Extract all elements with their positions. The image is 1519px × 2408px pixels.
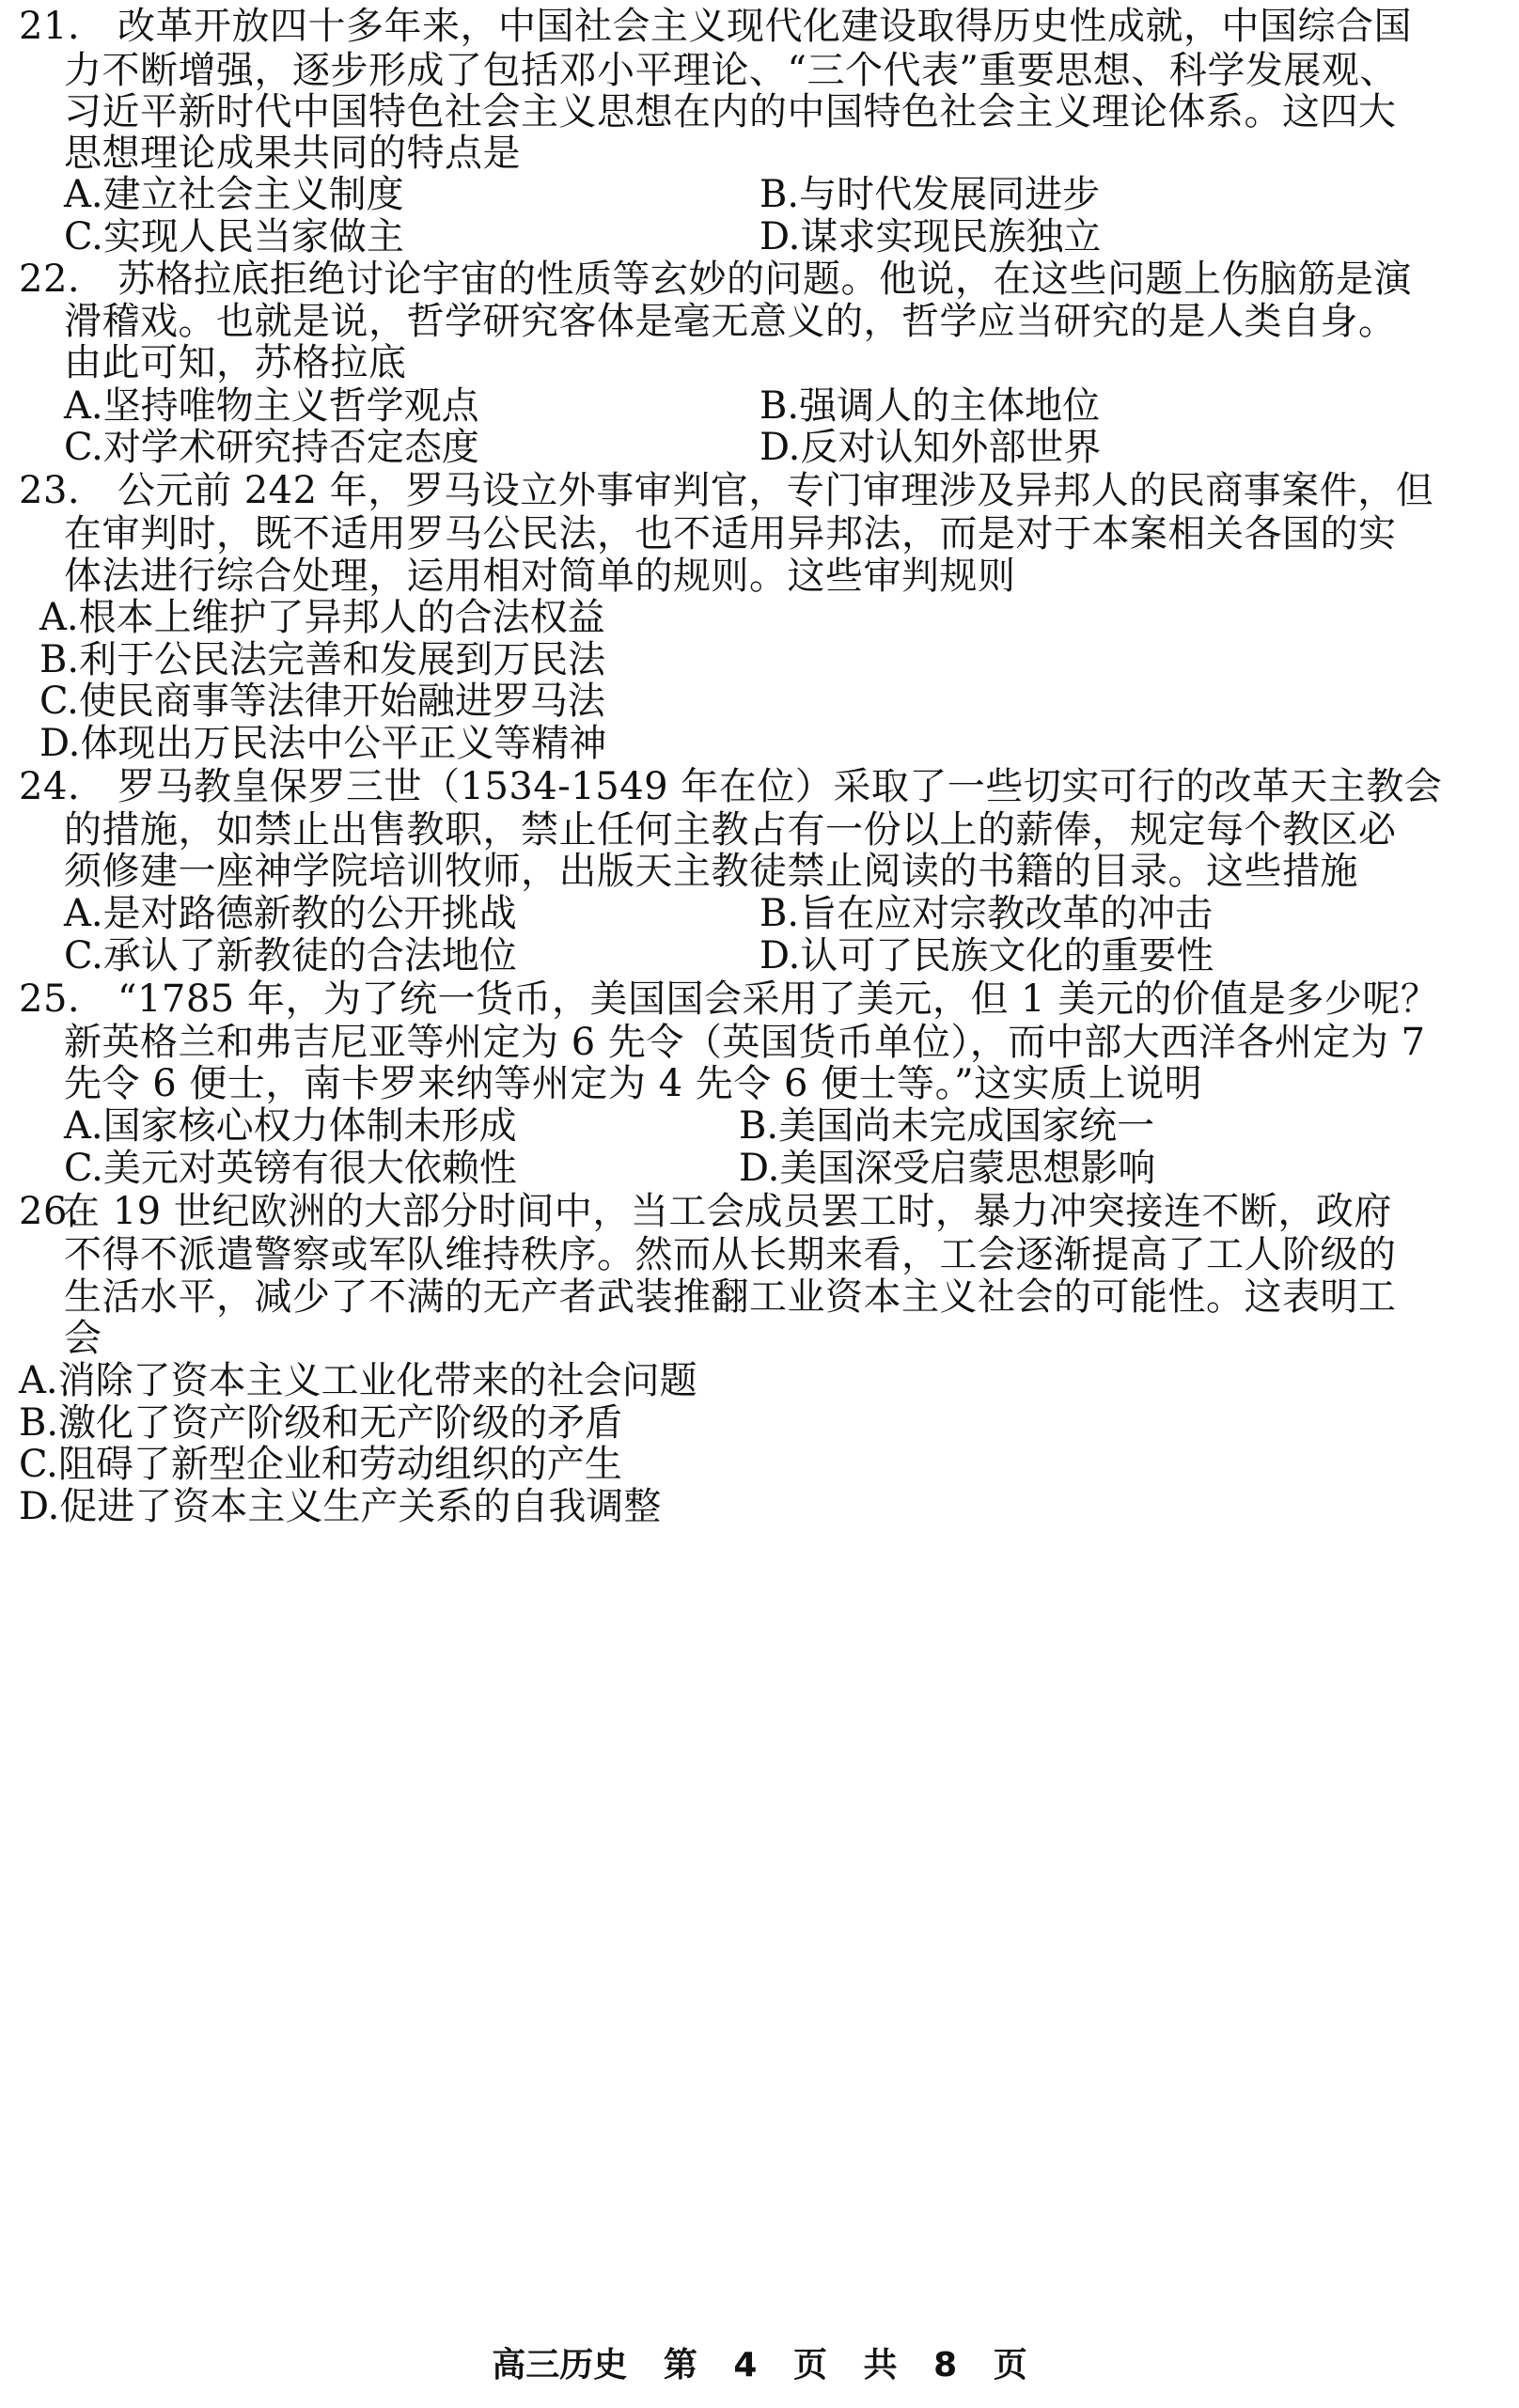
option-d: D.体现出万民法中公平正义等精神 xyxy=(39,722,607,765)
footer-total-label: 共 xyxy=(863,2346,898,2385)
footer-page-number: 4 xyxy=(733,2346,758,2385)
question-number: 24. xyxy=(19,765,81,808)
question-line: 在审判时，既不适用罗马公民法，也不适用异邦法，而是对于本案相关各国的实 xyxy=(64,512,1397,555)
option-b: B.利于公民法完善和发展到万民法 xyxy=(39,638,606,681)
question-line: 须修建一座神学院培训牧师，出版天主教徒禁止阅读的书籍的目录。这些措施 xyxy=(64,850,1358,893)
question-number: 25. xyxy=(19,977,81,1021)
option-c: C.对学术研究持否定态度 xyxy=(64,426,479,469)
footer-page-unit: 页 xyxy=(792,2346,827,2385)
page-footer xyxy=(0,2338,1519,2386)
option-d: D.促进了资本主义生产关系的自我调整 xyxy=(19,1485,662,1528)
option-a: A.国家核心权力体制未形成 xyxy=(64,1104,517,1148)
option-b: B.美国尚未完成国家统一 xyxy=(739,1104,1155,1148)
question-line: 不得不派遣警察或军队维持秩序。然而从长期来看，工会逐渐提高了工人阶级的 xyxy=(64,1233,1397,1276)
option-b: B.与时代发展同进步 xyxy=(760,173,1101,216)
footer-subject: 高三历史 xyxy=(492,2346,628,2385)
question-line: 22. 苏格拉底拒绝讨论宇宙的性质等玄妙的问题。他说，在这些问题上伤脑筋是演 xyxy=(19,255,1412,304)
option-d: D.认可了民族文化的重要性 xyxy=(760,934,1214,977)
option-a: A.消除了资本主义工业化带来的社会问题 xyxy=(19,1359,697,1402)
question-line: 习近平新时代中国特色社会主义思想在内的中国特色社会主义理论体系。这四大 xyxy=(64,90,1397,133)
question-line: 26.在 19 世纪欧洲的大部分时间中，当工会成员罢工时，暴力冲突接连不断，政府 xyxy=(19,1187,1392,1236)
question-line: 21. 改革开放四十多年来，中国社会主义现代化建设取得历史性成就，中国综合国 xyxy=(19,2,1412,51)
option-b: B.旨在应对宗教改革的冲击 xyxy=(760,892,1214,935)
option-d: D.反对认知外部世界 xyxy=(760,426,1102,469)
question-line: 23. 公元前 242 年，罗马设立外事审判官，专门审理涉及异邦人的民商事案件，但 xyxy=(19,466,1433,515)
option-b: B.强调人的主体地位 xyxy=(760,384,1101,428)
option-a: A.根本上维护了异邦人的合法权益 xyxy=(39,596,605,639)
question-line: 思想理论成果共同的特点是 xyxy=(64,132,521,175)
question-line: 新英格兰和弗吉尼亚等州定为 6 先令（英国货币单位），而中部大西洋各州定为 7 xyxy=(64,1021,1426,1064)
option-c: C.实现人民当家做主 xyxy=(64,215,404,258)
question-line: 24. 罗马教皇保罗三世（1534-1549 年在位）采取了一些切实可行的改革天主教会 xyxy=(19,762,1442,811)
question-line: 的措施，如禁止出售教职，禁止任何主教占有一份以上的薪俸，规定每个教区必 xyxy=(64,808,1397,852)
option-d: D.谋求实现民族独立 xyxy=(760,215,1102,258)
question-number: 22. xyxy=(19,258,81,301)
question-number: 21. xyxy=(19,5,81,48)
question-line: 先令 6 便士，南卡罗来纳等州定为 4 先令 6 便士等。”这实质上说明 xyxy=(64,1062,1203,1105)
option-c: C.承认了新教徒的合法地位 xyxy=(64,934,517,977)
question-line: 由此可知，苏格拉底 xyxy=(64,341,407,384)
footer-total-unit: 页 xyxy=(993,2346,1027,2385)
footer-total-number: 8 xyxy=(933,2346,958,2385)
option-c: C.使民商事等法律开始融进罗马法 xyxy=(39,680,605,723)
question-line: 25. “1785 年，为了统一货币，美国国会采用了美元，但 1 美元的价值是多少呢？ xyxy=(19,975,1438,1024)
question-line: 力不断增强，逐步形成了包括邓小平理论、“三个代表”重要思想、科学发展观、 xyxy=(64,49,1398,92)
option-b: B.激化了资产阶级和无产阶级的矛盾 xyxy=(19,1401,623,1445)
option-c: C.美元对英镑有很大依赖性 xyxy=(64,1147,517,1190)
option-a: A.建立社会主义制度 xyxy=(64,173,404,216)
footer-page-label: 第 xyxy=(663,2346,697,2385)
question-line: 滑稽戏。也就是说，哲学研究客体是毫无意义的，哲学应当研究的是人类自身。 xyxy=(64,300,1397,343)
option-a: A.是对路德新教的公开挑战 xyxy=(64,892,517,935)
question-line: 体法进行综合处理，运用相对简单的规则。这些审判规则 xyxy=(64,555,1016,598)
option-c: C.阻碍了新型企业和劳动组织的产生 xyxy=(19,1443,622,1486)
question-number: 26. xyxy=(19,1190,81,1233)
option-a: A.坚持唯物主义哲学观点 xyxy=(64,384,479,428)
question-line: 会 xyxy=(64,1317,102,1360)
question-line: 生活水平，减少了不满的无产者武装推翻工业资本主义社会的可能性。这表明工 xyxy=(64,1275,1397,1319)
option-d: D.美国深受启蒙思想影响 xyxy=(739,1147,1156,1190)
question-number: 23. xyxy=(19,469,81,512)
